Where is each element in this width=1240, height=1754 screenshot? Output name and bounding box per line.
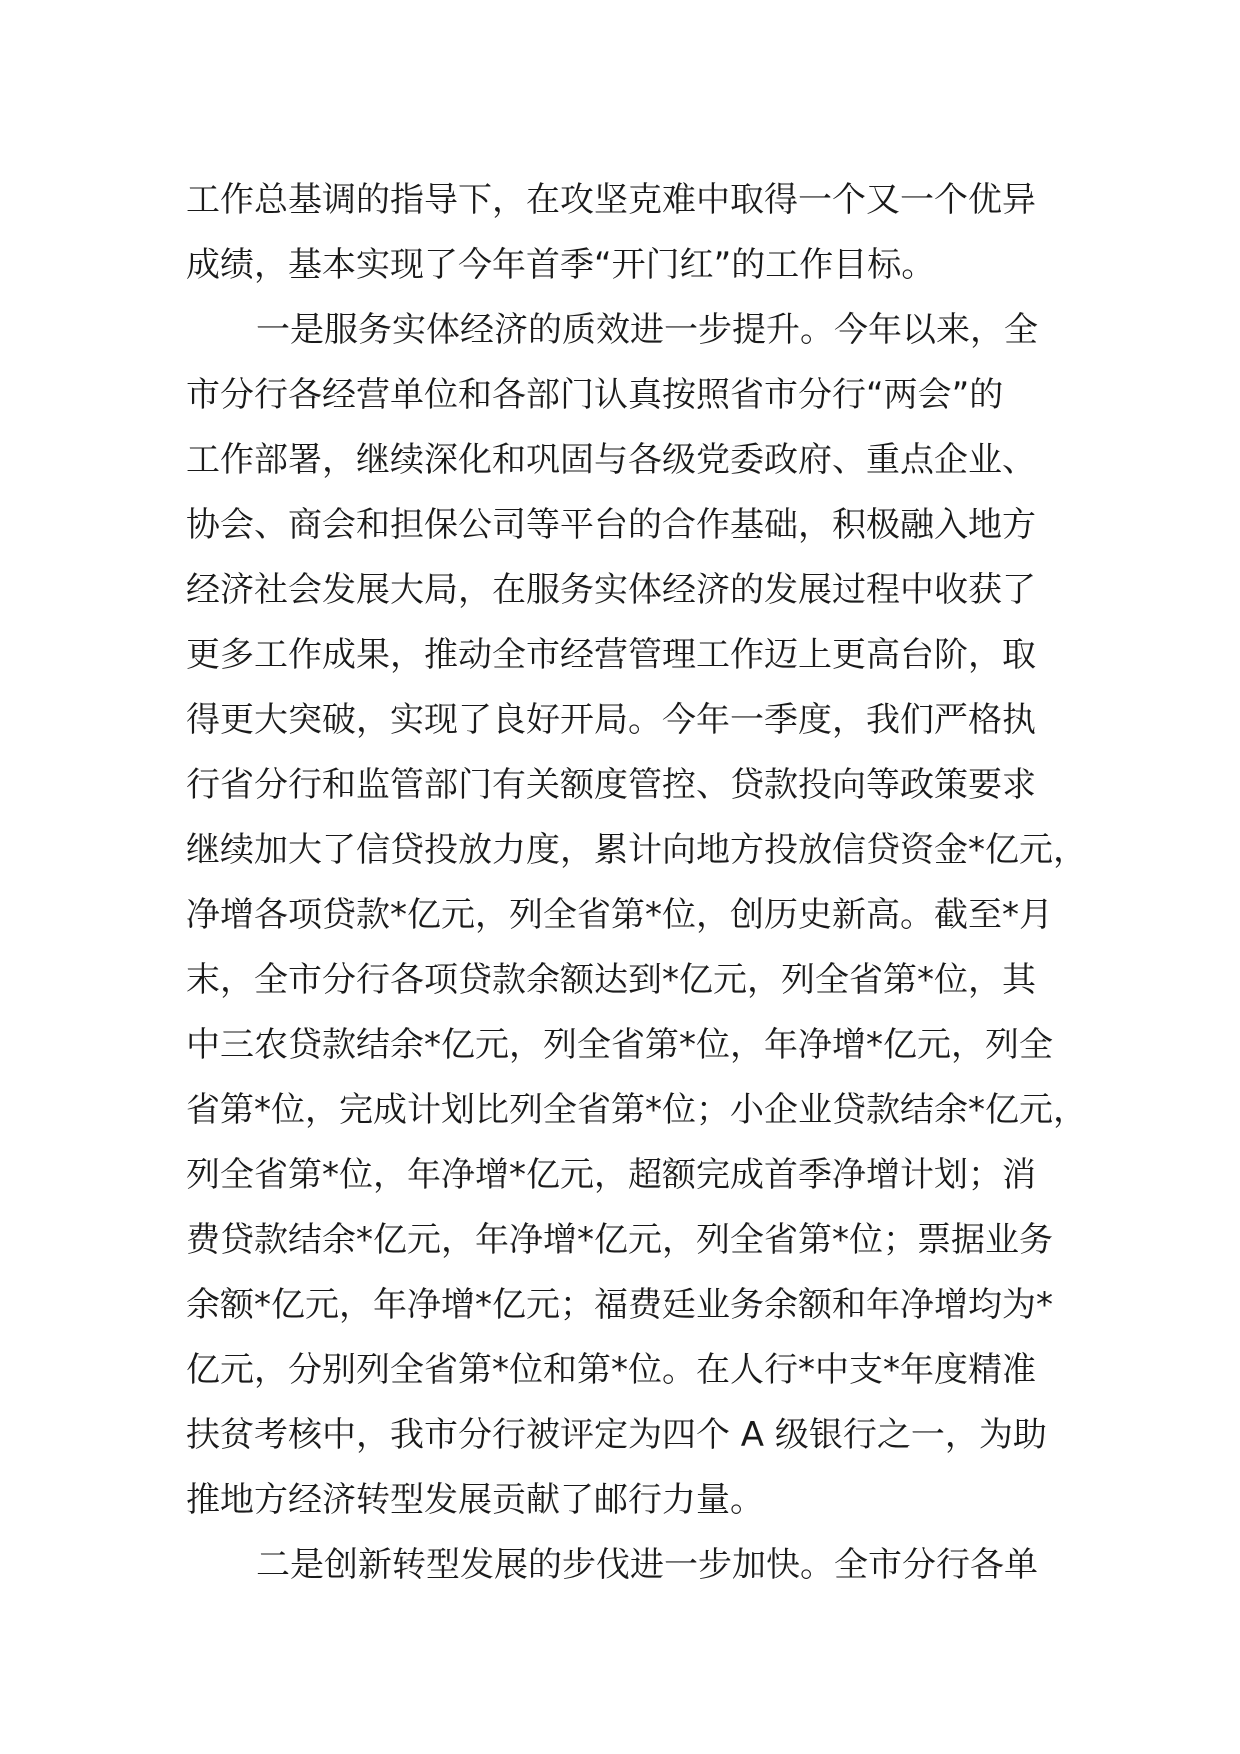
text-line: 省第*位，完成计划比列全省第*位；小企业贷款结余*亿元， [186, 1090, 1087, 1130]
text-line: 工作部署，继续深化和巩固与各级党委政府、重点企业、 [186, 440, 1036, 480]
text-line: 行省分行和监管部门有关额度管控、贷款投向等政策要求 [186, 765, 1036, 805]
paragraph-first-line: 一是服务实体经济的质效进一步提升。今年以来，全 [256, 310, 1038, 350]
text-line: 中三农贷款结余*亿元，列全省第*位，年净增*亿元，列全 [186, 1025, 1053, 1065]
text-line: 末，全市分行各项贷款余额达到*亿元，列全省第*位，其 [186, 960, 1036, 1000]
text-line: 更多工作成果，推动全市经营管理工作迈上更高台阶，取 [186, 635, 1036, 675]
text-line: 市分行各经营单位和各部门认真按照省市分行“两会”的 [186, 375, 1004, 415]
text-line: 亿元，分别列全省第*位和第*位。在人行*中支*年度精准 [186, 1350, 1036, 1390]
text-line: 协会、商会和担保公司等平台的合作基础，积极融入地方 [186, 505, 1036, 545]
text-line: 列全省第*位，年净增*亿元，超额完成首季净增计划；消 [186, 1155, 1036, 1195]
text-line: 工作总基调的指导下，在攻坚克难中取得一个又一个优异 [186, 180, 1036, 220]
text-line: 经济社会发展大局，在服务实体经济的发展过程中收获了 [186, 570, 1036, 610]
text-line: 扶贫考核中，我市分行被评定为四个 A 级银行之一，为助 [186, 1415, 1047, 1455]
text-line: 费贷款结余*亿元，年净增*亿元，列全省第*位；票据业务 [186, 1220, 1053, 1260]
paragraph-first-line: 二是创新转型发展的步伐进一步加快。全市分行各单 [256, 1545, 1038, 1585]
body-text [186, 168, 1087, 1598]
text-line: 成绩，基本实现了今年首季“开门红”的工作目标。 [186, 245, 936, 285]
text-line: 净增各项贷款*亿元，列全省第*位，创历史新高。截至*月 [186, 895, 1053, 935]
text-line: 推地方经济转型发展贡献了邮行力量。 [186, 1480, 764, 1520]
text-line: 继续加大了信贷投放力度，累计向地方投放信贷资金*亿元， [186, 830, 1087, 870]
text-line: 得更大突破，实现了良好开局。今年一季度，我们严格执 [186, 700, 1036, 740]
text-line: 余额*亿元，年净增*亿元；福费廷业务余额和年净增均为* [186, 1285, 1053, 1325]
